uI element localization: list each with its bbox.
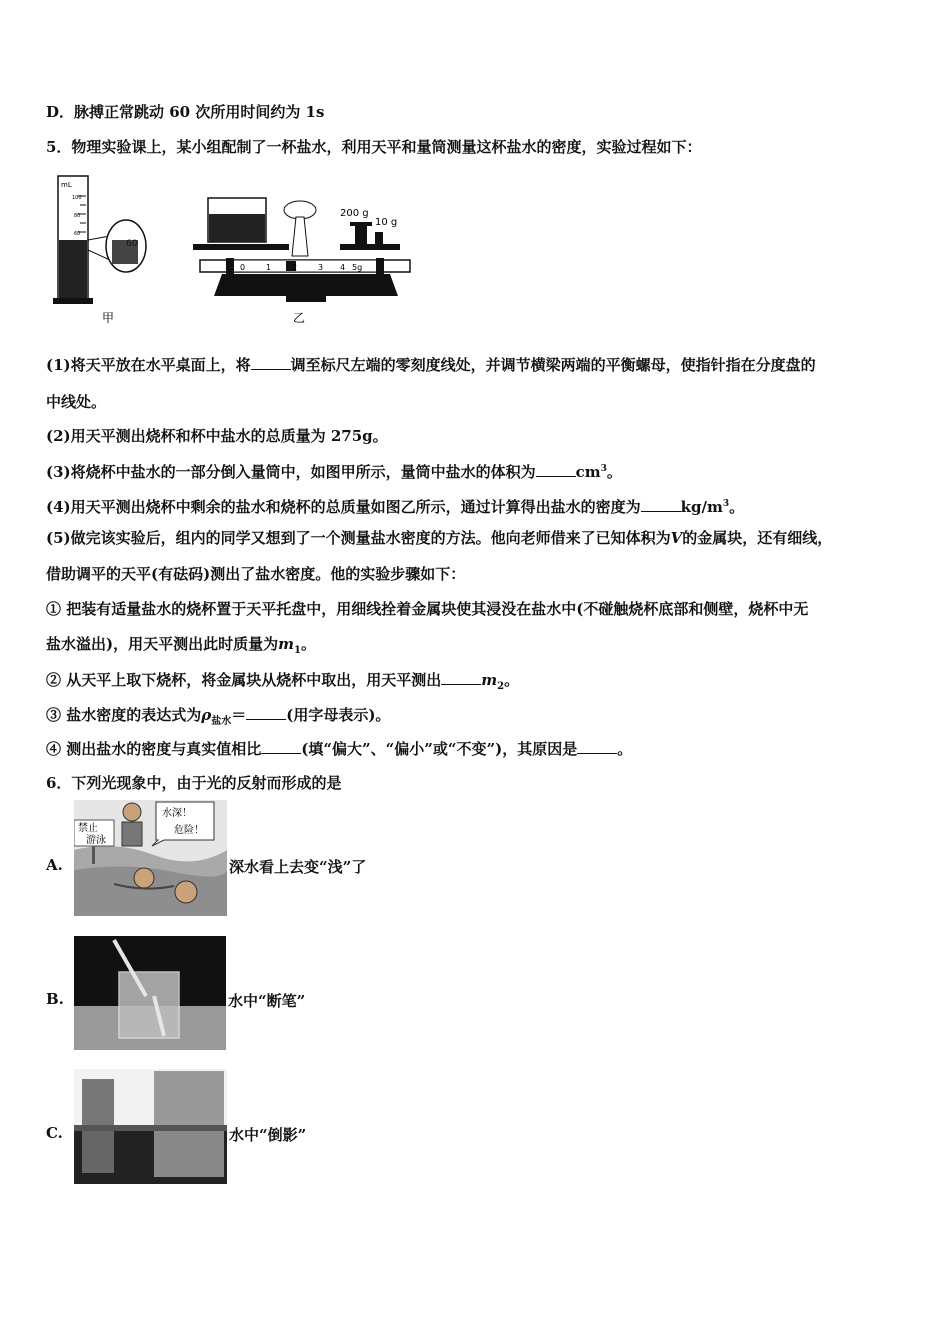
substep-3-equals: ＝ [231,706,247,724]
step-1-text-a: (1)将天平放在水平桌面上，将 [46,356,251,374]
question-6-stem [46,773,341,793]
option-d [46,102,324,122]
substep-1-period: 。 [300,635,316,653]
option-a-label[interactable]: A. [46,856,63,874]
step-5-text-a: (5)做完该实验后，组内的同学又想到了一个测量盐水密度的方法。他向老师借来了已知体积为 [46,529,671,547]
step-5 [46,528,832,548]
cylinder-tick-100: 100 [72,195,82,201]
substep-4-text-a: ④ 测出盐水的密度与真实值相比 [46,740,262,758]
step-5-cont [46,564,465,584]
substep-2-period: 。 [504,671,520,689]
step-5-variable-v: V [670,529,683,547]
answer-blank-m2[interactable] [441,670,481,685]
step-3-unit: cm [575,463,601,481]
scale-tick-0: 0 [240,263,246,272]
step-1-text-c: 中线处。 [46,393,107,411]
step-4-text-a: (4)用天平测出烧杯中剩余的盐水和烧杯的总质量如图乙所示，通过计算得出盐水的密度为 [46,498,641,516]
option-b-image [74,936,226,1050]
answer-blank-reason[interactable] [577,739,617,754]
sign-text-1: 禁止 [78,823,98,834]
scale-tick-4: 4 [340,263,346,272]
substep-1 [46,599,808,619]
substep-3-text-c: (用字母表示)。 [286,706,391,724]
substep-1-var-sub: 1 [293,645,301,656]
question-5-text: 5．物理实验课上，某小组配制了一杯盐水，利用天平和量筒测量这杯盐水的密度，实验过程如下： [46,138,702,156]
substep-1-cont [46,634,316,661]
sign-text-2: 游泳 [86,835,106,846]
substep-1-text-a: ① 把装有适量盐水的烧杯置于天平托盘中，用细线拴着金属块使其浸没在盐水中(不碰触烧杯底部和侧壁，烧杯中无 [46,600,809,618]
answer-blank-volume[interactable] [536,462,576,477]
step-4 [46,494,744,517]
weight-10g-label: 10 g [375,217,398,228]
cylinder-unit-label: mL [61,181,72,189]
option-d-text: D．脉搏正常跳动 60 次所用时间约为 1s [46,103,325,121]
substep-3-rho: ρ [201,706,212,724]
answer-blank-density[interactable] [641,497,681,512]
substep-4 [46,739,632,759]
figure-label-yi: 乙 [293,311,306,325]
step-5-text-b: 的金属块，还有细线， [682,529,833,547]
graduated-cylinder [53,176,146,325]
step-1-text-b: 调至标尺左端的零刻度线处，并调节横梁两端的平衡螺母，使指针指在分度盘的 [290,356,816,374]
option-c-image [74,1069,227,1184]
question-6-text: 6．下列光现象中，由于光的反射而形成的是 [46,774,342,792]
step-3 [46,459,622,482]
option-b-text: 水中“断笔” [228,992,306,1010]
step-2-text: (2)用天平测出烧杯和杯中盐水的总质量为 275g。 [46,427,388,445]
substep-3-rho-sub: 盐水 [211,716,232,727]
cylinder-tick-60: 60 [74,231,81,237]
substep-3-text-a: ③ 盐水密度的表达式为 [46,706,202,724]
scale-tick-5g: 5g [352,263,363,272]
answer-blank-compare[interactable] [261,739,301,754]
magnified-reading: 60 [126,239,138,249]
option-c-text: 水中“倒影” [229,1126,307,1144]
substep-1-var-m: m [278,635,294,653]
step-4-unit: kg/m [680,498,723,516]
scale-tick-1: 1 [266,263,272,272]
option-c-label[interactable]: C. [46,1124,63,1142]
figure-5 [50,170,420,330]
balance-scale [193,198,410,325]
substep-1-text-b: 盐水溢出)，用天平测出此时质量为 [46,635,279,653]
substep-3 [46,705,390,732]
substep-2-var-sub: 2 [497,681,505,692]
step-3-unit-sup: 3 [600,464,607,474]
weight-200g-label: 200 g [340,208,369,219]
bubble-text-2: 危险！ [174,825,204,836]
substep-2-var-m: m [481,671,498,689]
scale-tick-3: 3 [318,263,324,272]
step-4-period: 。 [729,498,745,516]
figure-label-jia: 甲 [102,311,115,325]
option-a-image [74,800,227,916]
substep-4-period: 。 [617,740,633,758]
answer-blank-1[interactable] [251,355,291,370]
step-3-period: 。 [606,463,622,481]
step-2 [46,426,388,446]
question-5-stem [46,137,701,157]
step-3-text-a: (3)将烧杯中盐水的一部分倒入量筒中，如图甲所示，量筒中盐水的体积为 [46,463,536,481]
substep-4-text-b: (填“偏大”、“偏小”或“不变”)，其原因是 [301,740,578,758]
option-b-label[interactable]: B. [46,990,64,1008]
cylinder-tick-80: 80 [74,213,81,219]
step-4-unit-sup: 3 [722,499,730,509]
scale-tick-2: 2 [292,263,298,272]
substep-2-text-a: ② 从天平上取下烧杯，将金属块从烧杯中取出，用天平测出 [46,671,442,689]
step-1-cont [46,392,106,412]
step-5-text-c: 借助调平的天平(有砝码)测出了盐水密度。他的实验步骤如下： [46,565,466,583]
answer-blank-expression[interactable] [246,705,286,720]
step-1 [46,355,816,375]
bubble-text-1: 水深！ [162,808,192,819]
option-a-text: 深水看上去变“浅”了 [229,858,367,876]
substep-2 [46,670,519,697]
